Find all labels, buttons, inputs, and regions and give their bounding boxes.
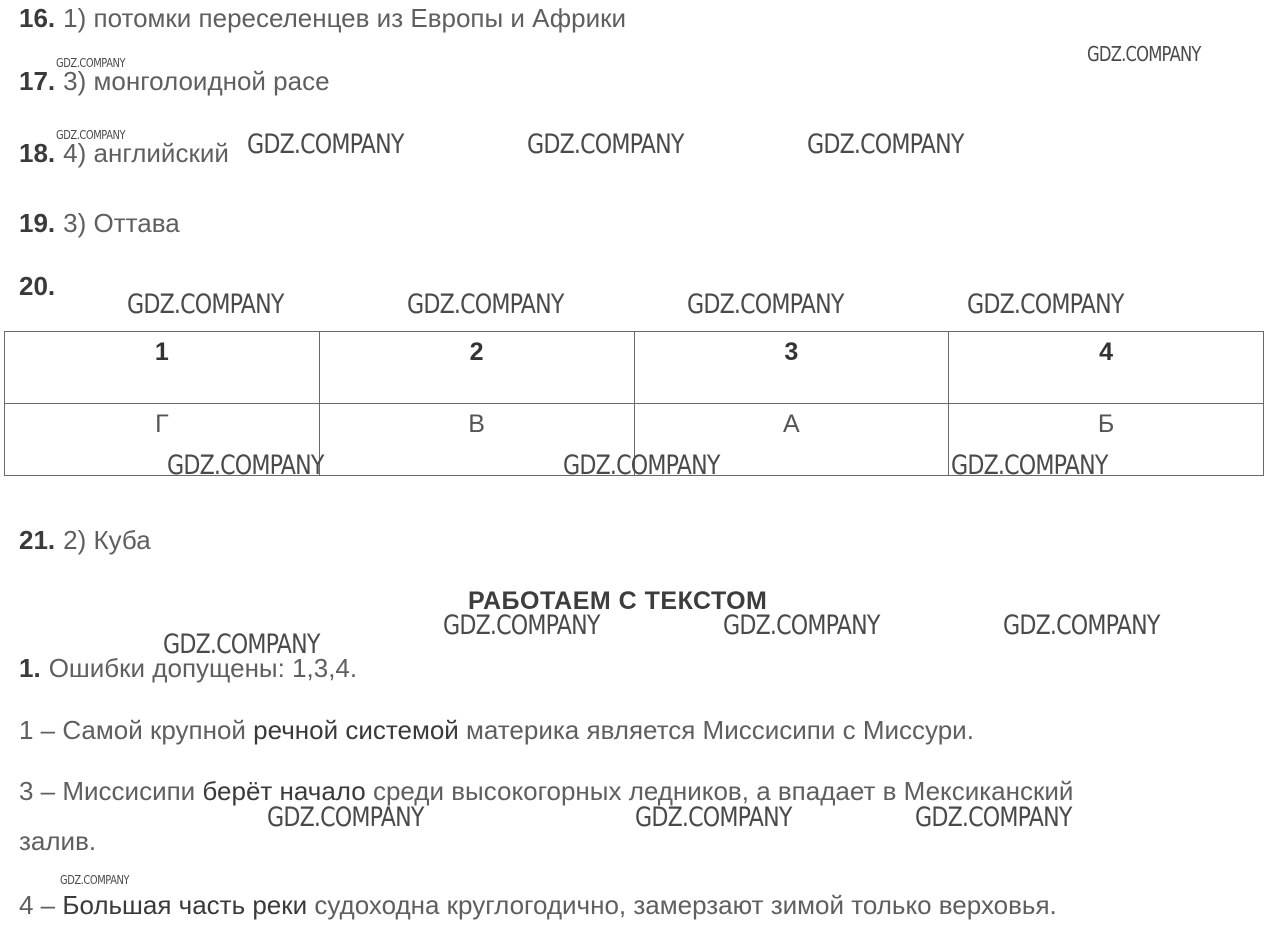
item-text: судоходна круглогодично, замерзают зимой только верховья. [307, 890, 1057, 920]
table-header-cell: 4 [949, 332, 1264, 404]
section-heading: РАБОТАЕМ С ТЕКСТОМ [468, 587, 768, 615]
item-text: 3 – Миссисипи [19, 776, 203, 806]
watermark: GDZ.COMPANY [1087, 42, 1201, 66]
answer-18 [19, 138, 229, 168]
task-intro-text: Ошибки допущены: 1,3,4. [48, 653, 358, 683]
watermark: GDZ.COMPANY [687, 289, 844, 320]
watermark: GDZ.COMPANY [56, 128, 126, 142]
answer-number: 19. [19, 208, 56, 238]
watermark: GDZ.COMPANY [635, 802, 792, 833]
item-highlight: берёт начало [202, 776, 366, 806]
table-header-cell: 3 [634, 332, 949, 404]
answer-number: 16. [19, 3, 56, 33]
watermark: GDZ.COMPANY [267, 802, 424, 833]
table-header-cell: 1 [5, 332, 320, 404]
item-text: 1 – Самой крупной [19, 715, 254, 745]
error-item-1 [19, 715, 974, 745]
answer-16 [19, 3, 626, 33]
table-header-cell: 2 [319, 332, 634, 404]
answer-text: 3) монголоидной расе [63, 66, 330, 96]
answer-number: 21. [19, 525, 56, 555]
watermark: GDZ.COMPANY [527, 129, 684, 160]
watermark: GDZ.COMPANY [967, 289, 1124, 320]
watermark: GDZ.COMPANY [915, 802, 1072, 833]
answer-number: 20. [19, 271, 56, 301]
item-text: среди высокогорных ледников, а впадает в Мексиканский [365, 776, 1074, 806]
watermark: GDZ.COMPANY [56, 56, 126, 70]
answer-21 [19, 525, 151, 555]
error-item-4 [19, 890, 1057, 920]
watermark: GDZ.COMPANY [563, 450, 720, 481]
watermark: GDZ.COMPANY [443, 610, 600, 641]
watermark: GDZ.COMPANY [247, 129, 404, 160]
answer-text: 1) потомки переселенцев из Европы и Африки [63, 3, 627, 33]
watermark: GDZ.COMPANY [167, 450, 324, 481]
answer-text: 3) Оттава [63, 208, 180, 238]
answer-text: 2) Куба [63, 525, 151, 555]
answer-text: 4) английский [63, 138, 229, 168]
watermark: GDZ.COMPANY [951, 450, 1108, 481]
watermark: GDZ.COMPANY [163, 629, 320, 660]
answer-19 [19, 208, 180, 238]
watermark: GDZ.COMPANY [407, 289, 564, 320]
error-item-3-cont: залив. [19, 826, 97, 856]
answer-number: 17. [19, 66, 56, 96]
item-text: 4 – [19, 890, 63, 920]
table-cell: Б [949, 404, 1264, 476]
item-highlight: Большая часть реки [62, 890, 308, 920]
item-text: материка является Миссисипи с Миссури. [458, 715, 974, 745]
task-number: 1. [19, 653, 41, 683]
answer-number: 18. [19, 138, 56, 168]
answer-20 [19, 271, 63, 301]
table-cell: Г [5, 404, 320, 476]
item-highlight: речной системой [253, 715, 459, 745]
watermark: GDZ.COMPANY [807, 129, 964, 160]
table-cell: В [319, 404, 634, 476]
table-header-row [5, 332, 1264, 404]
table-cell: А [634, 404, 949, 476]
watermark: GDZ.COMPANY [1003, 610, 1160, 641]
watermark: GDZ.COMPANY [127, 289, 284, 320]
watermark: GDZ.COMPANY [723, 610, 880, 641]
answer-17 [19, 66, 330, 96]
watermark: GDZ.COMPANY [60, 873, 130, 887]
